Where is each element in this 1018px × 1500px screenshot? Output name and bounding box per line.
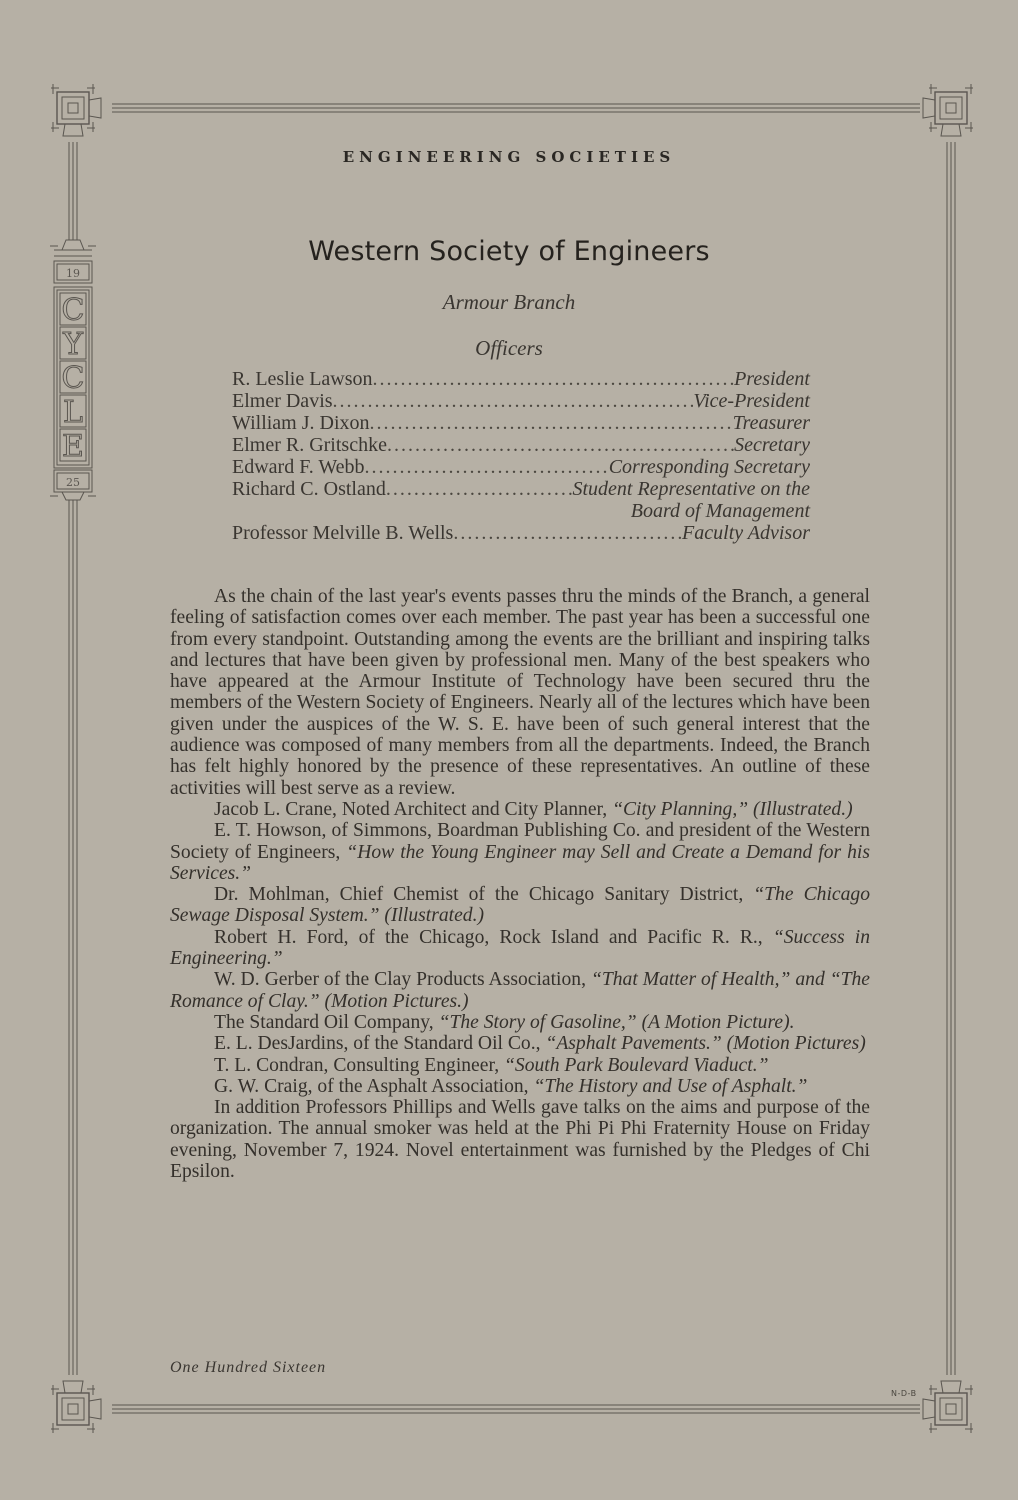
running-head: ENGINEERING SOCIETIES <box>342 148 676 166</box>
corner-ornament-bottom-left <box>51 1381 101 1433</box>
lecture-title: “The History and Use of Asphalt.” <box>533 1075 808 1097</box>
article-body <box>170 586 870 1182</box>
officer-row <box>232 456 810 478</box>
side-panel-letter: E <box>62 429 84 464</box>
lecture-speaker: E. L. DesJardins, of the Standard Oil Co., <box>214 1033 546 1055</box>
officer-name: Richard C. Ostland <box>232 478 386 500</box>
officer-role: Corresponding Secretary <box>608 456 810 478</box>
officers-list <box>232 368 810 544</box>
artist-signature: N-D-B <box>891 1389 917 1398</box>
officer-role: Vice-President <box>693 390 810 412</box>
officer-row <box>232 522 810 544</box>
lecture-title: “Asphalt Pavements.” (Motion Pictures) <box>545 1033 866 1055</box>
officer-name: Elmer R. Gritschke <box>232 434 387 456</box>
lecture-speaker: Dr. Mohlman, Chief Chemist of the Chicago Sanitary District, <box>214 884 754 906</box>
corner-ornament-top-right <box>923 84 973 136</box>
page-number: One Hundred Sixteen <box>170 1359 327 1376</box>
officer-row <box>232 368 810 390</box>
intro-paragraph: As the chain of the last year's events passes thru the minds of the Branch, a general feeling of satisfaction comes over each member. The past year has been a successful one from every standpoint. Outstanding among the events are the brilliant and inspiring talks and lectures that have been given by professional men. Many of the best speakers who have appeared at the Armour Institute of Technology have been secured thru the members of the Western Society of Engineers. Nearly all of the lectures which have been given under the auspices of the W. S. E. have been of such general interest that the audience was composed of many members from all the departments. Indeed, the Branch has felt highly honored by the presence of these representatives. An outline of these activities will best serve as a review. <box>170 586 870 799</box>
side-panel-letter: L <box>63 395 83 430</box>
leader-dots <box>453 522 682 544</box>
lecture-speaker: W. D. Gerber of the Clay Products Association, <box>214 969 591 991</box>
side-panel-letter: C <box>61 361 85 396</box>
leader-dots <box>387 434 734 456</box>
officer-name: Edward F. Webb <box>232 456 365 478</box>
lecture-title: “South Park Boulevard Viaduct.” <box>504 1054 769 1076</box>
officer-name: Professor Melville B. Wells <box>232 522 454 544</box>
side-panel-letter: Y <box>63 327 83 362</box>
lecture-entry <box>170 799 870 820</box>
lecture-speaker: Robert H. Ford, of the Chicago, Rock Island and Pacific R. R., <box>214 926 773 948</box>
lecture-entry <box>170 1033 870 1054</box>
officer-row <box>232 434 810 456</box>
lecture-entry <box>170 969 870 1012</box>
lecture-speaker: E. T. Howson, of Simmons, Boardman Publishing Co. and president of the Western Society of Engineers, <box>170 820 870 863</box>
officer-name: Elmer Davis <box>232 390 333 412</box>
leader-dots <box>333 390 694 412</box>
officers-heading: Officers <box>475 336 543 360</box>
lecture-speaker: The Standard Oil Company, <box>214 1011 439 1033</box>
lecture-entry <box>170 1076 870 1097</box>
closing-paragraph: In addition Professors Phillips and Wells gave talks on the aims and purpose of the organization. The annual smoker was held at the Phi Pi Phi Fraternity House on Friday evening, November 7, 1924. Novel entertainment was furnished by the Pledges of Chi Epsilon. <box>170 1097 870 1183</box>
lecture-speaker: G. W. Craig, of the Asphalt Association, <box>214 1075 534 1097</box>
lecture-speaker: Jacob L. Crane, Noted Architect and City Planner, <box>214 798 613 820</box>
officer-role: Treasurer <box>732 412 810 434</box>
leader-dots <box>386 478 573 500</box>
side-panel-letters <box>60 293 86 464</box>
lecture-title: “How the Young Engineer may Sell and Create a Demand for his Services.” <box>170 841 870 884</box>
right-border-rule <box>947 142 955 1375</box>
bottom-border-rule <box>112 1405 920 1413</box>
lecture-title: “City Planning,” (Illustrated.) <box>612 798 853 820</box>
officer-role: Secretary <box>734 434 810 456</box>
year-top-label: 19 <box>66 267 80 280</box>
corner-ornament-bottom-right <box>923 1381 973 1433</box>
page-title: Western Society of Engineers <box>308 236 710 267</box>
leader-dots <box>370 412 733 434</box>
officer-name: R. Leslie Lawson <box>232 368 373 390</box>
officer-role: President <box>734 368 810 390</box>
lecture-entry <box>170 1012 870 1033</box>
top-border-rule <box>112 104 920 112</box>
officer-row <box>232 478 810 500</box>
lecture-title: “That Matter of Health,” and “The Romance of Clay.” (Motion Pictures.) <box>170 969 870 1012</box>
officer-name: William J. Dixon <box>232 412 370 434</box>
officer-role: Student Representative on the <box>572 478 810 500</box>
lecture-speaker: T. L. Condran, Consulting Engineer, <box>214 1054 504 1076</box>
officer-role-continued: Board of Management <box>630 500 810 522</box>
lecture-title: “The Chicago Sewage Disposal System.” (Illustrated.) <box>170 884 870 927</box>
lecture-entry <box>170 1055 870 1076</box>
lecture-title: “Success in Engineering.” <box>170 926 870 970</box>
leader-dots <box>373 368 735 390</box>
lecture-entry <box>170 927 870 970</box>
lecture-entry <box>170 820 870 884</box>
officer-row <box>232 412 810 434</box>
leader-dots <box>365 456 609 478</box>
officer-role: Faculty Advisor <box>682 522 810 544</box>
year-bottom-label: 25 <box>66 476 80 489</box>
lecture-title: “The Story of Gasoline,” (A Motion Picture). <box>438 1011 795 1033</box>
lecture-entry <box>170 884 870 927</box>
officer-row <box>232 390 810 412</box>
side-panel-letter: C <box>61 293 85 328</box>
corner-ornament-top-left <box>51 84 101 136</box>
branch-subtitle: Armour Branch <box>442 290 576 314</box>
